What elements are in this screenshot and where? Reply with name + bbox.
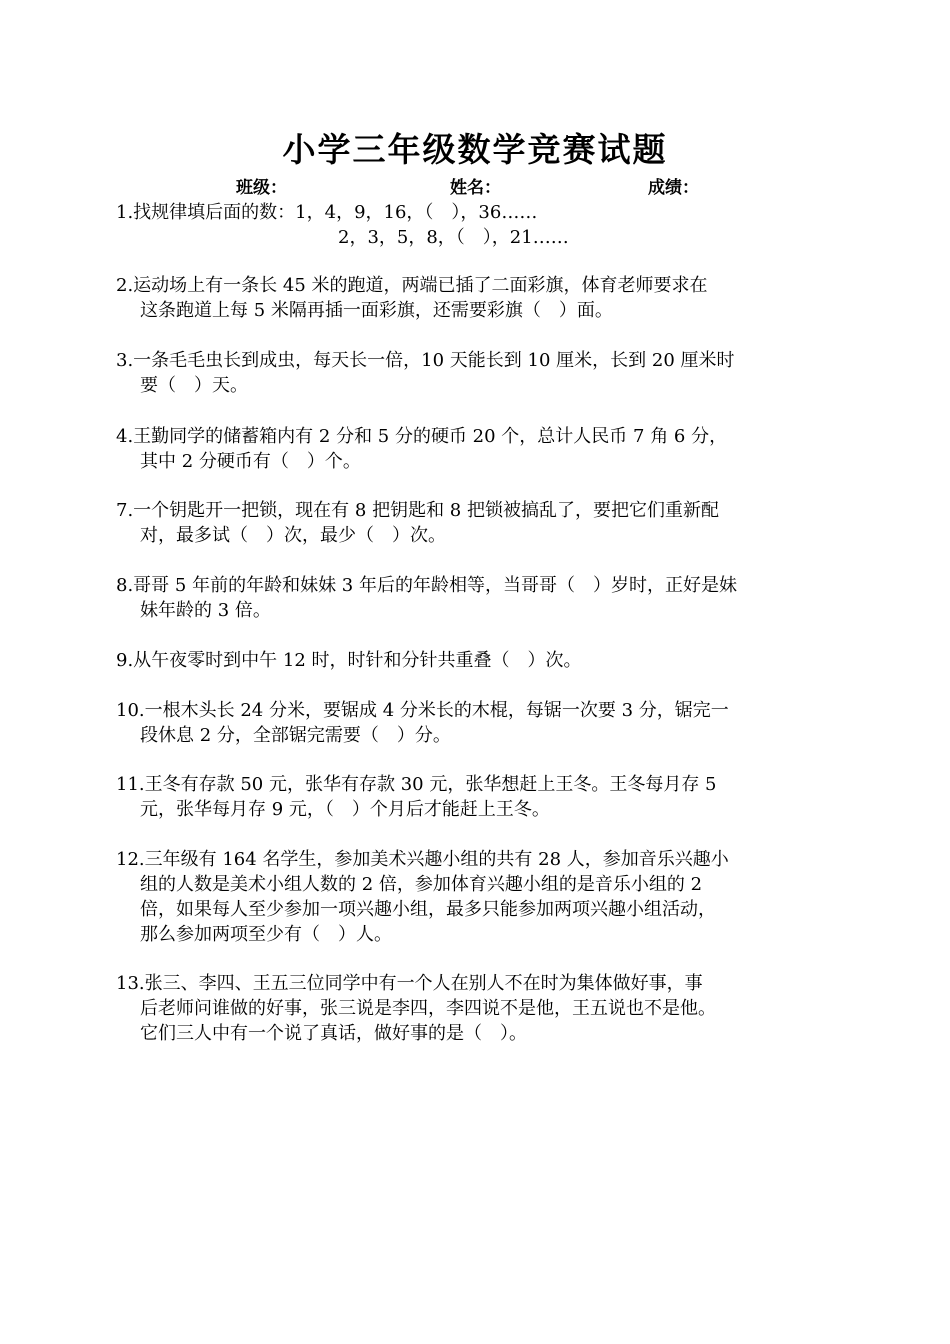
question-9-line-1: 9.从午夜零时到中午 12 时，时针和分针共重叠（ ）次。 [116,650,582,671]
question-4 [116,424,836,474]
page-title: 小学三年级数学竞赛试题 [282,130,668,169]
question-3-line-2: 要（ ）天。 [140,375,248,396]
question-12-line-3: 倍，如果每人至少参加一项兴趣小组，最多只能参加两项兴趣小组活动， [140,899,716,920]
question-8 [116,573,836,623]
question-13-line-2: 后老师问谁做的好事，张三说是李四，李四说不是他，王五说也不是他。 [140,998,716,1019]
question-7-line-1: 7.一个钥匙开一把锁，现在有 8 把钥匙和 8 把锁被搞乱了，要把它们重新配 [116,500,719,521]
question-12 [116,847,836,947]
question-1-line-1: 1.找规律填后面的数：1，4，9，16，（ ），36…… [116,202,538,223]
question-13-line-3: 它们三人中有一个说了真话，做好事的是（ ）。 [140,1023,527,1044]
question-11-line-2: 元，张华每月存 9 元，（ ）个月后才能赶上王冬。 [140,799,550,820]
name-label: 姓名： [450,178,501,198]
question-13-line-1: 13.张三、李四、王五三位同学中有一个人在别人不在时为集体做好事，事 [116,973,703,994]
question-1-line-2: 2，3，5，8，（ ），21…… [338,227,569,248]
class-label: 班级： [236,178,287,198]
question-7-line-2: 对，最多试（ ）次，最少（ ）次。 [140,525,446,546]
question-9 [116,648,836,673]
question-10-line-1: 10.一根木头长 24 分米，要锯成 4 分米长的木棍，每锯一次要 3 分，锯完一 [116,700,729,721]
question-12-line-2: 组的人数是美术小组人数的 2 倍，参加体育兴趣小组的是音乐小组的 2 [140,874,703,895]
score-label: 成绩： [648,178,699,198]
question-13 [116,971,836,1046]
question-1 [116,200,836,250]
question-8-line-1: 8.哥哥 5 年前的年龄和妹妹 3 年后的年龄相等，当哥哥（ ）岁时，正好是妹 [116,575,737,596]
question-12-line-1: 12.三年级有 164 名学生，参加美术兴趣小组的共有 28 人，参加音乐兴趣小 [116,849,729,870]
question-10-line-2: 段休息 2 分，全部锯完需要（ ）分。 [140,725,451,746]
question-2 [116,273,836,323]
question-7 [116,498,836,548]
question-4-line-2: 其中 2 分硬币有（ ）个。 [140,451,361,472]
question-2-line-1: 2.运动场上有一条长 45 米的跑道，两端已插了二面彩旗，体育老师要求在 [116,275,708,296]
question-12-line-4: 那么参加两项至少有（ ）人。 [140,924,392,945]
question-4-line-1: 4.王勤同学的储蓄箱内有 2 分和 5 分的硬币 20 个，总计人民币 7 角 6 分， [116,426,728,447]
question-8-line-2: 妹年龄的 3 倍。 [140,600,271,621]
question-11 [116,772,836,822]
question-10 [116,698,836,748]
question-3-line-1: 3.一条毛毛虫长到成虫，每天长一倍，10 天能长到 10 厘米，长到 20 厘米时 [116,350,735,371]
question-2-line-2: 这条跑道上每 5 米隔再插一面彩旗，还需要彩旗（ ）面。 [140,300,613,321]
question-3 [116,348,836,398]
question-11-line-1: 11.王冬有存款 50 元，张华有存款 30 元，张华想赶上王冬。王冬每月存 5 [116,774,717,795]
